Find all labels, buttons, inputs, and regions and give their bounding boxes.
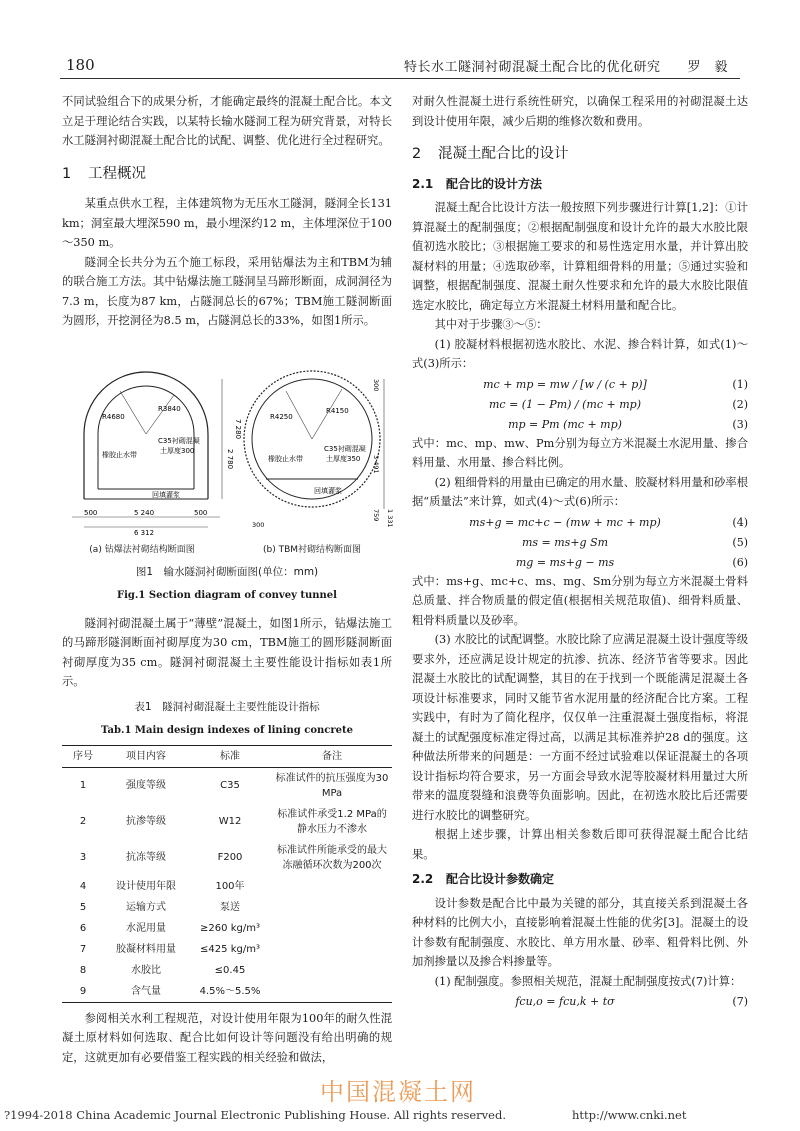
paragraph: (1) 配制强度。参照相关规范，混凝土配制强度按式(7)计算： <box>434 974 742 988</box>
fig-label: 土厚度350 <box>326 454 361 463</box>
fig-label: C35衬砌混凝 <box>158 436 200 445</box>
equation-3 <box>412 414 748 434</box>
fig-label: 300 <box>252 520 265 529</box>
equation-expr: mp = Pm (mc + mp) <box>508 417 622 431</box>
equation-number: (5) <box>732 535 748 549</box>
table-cell: 2 <box>79 816 87 827</box>
table-cell <box>272 876 392 897</box>
table-cell: F200 <box>217 852 243 863</box>
table-cell <box>272 960 392 981</box>
table-header: 标准 <box>188 745 272 767</box>
equation-number: (1) <box>732 377 748 391</box>
paragraph: 某重点供水工程，主体建筑物为无压水工隧洞，隧洞全长131 km；洞室最大埋深590 m，最小埋深约12 m，主体埋深位于100～350 m。 <box>62 197 392 249</box>
table-cell: 3 <box>79 852 87 863</box>
design-index-table <box>62 745 392 1003</box>
table-row <box>62 960 392 981</box>
running-title: 特长水工隧洞衬砌混凝土配合比的优化研究 罗 毅 <box>403 60 728 75</box>
paragraph: 混凝土配合比设计方法一般按照下列步骤进行计算[1,2]：①计算混凝土的配制强度；②根据配制强度和设计允许的最大水胶比限值初选水胶比；③根据施工要求的和易性选定用水量，并计算出胶凝材料的用量；④选取砂率，计算粗细骨料的用量；⑤通过实验和调整，根据配制强度、混凝土耐久性要求和允许的最大水胶比限值选定水胶比，确定每立方米混凝土材料用量和配合比。 <box>412 201 748 312</box>
left-column <box>62 92 392 1067</box>
fig-label: 7 280 <box>234 418 242 439</box>
section-title: 工程概况 <box>88 165 146 182</box>
paragraph: (2) 粗细骨料的用量由已确定的用水量、胶凝材料用量和砂率根据“质量法”来计算，如式(4)～式(6)所示： <box>412 475 748 508</box>
fig-label: 回填灌浆 <box>152 490 180 499</box>
table-cell <box>272 897 392 918</box>
subsection-title: 配合比设计参数确定 <box>446 872 555 886</box>
paragraph: 式中：mc、mp、mw、Pm分别为每立方米混凝土水泥用量、掺合料用量、水用量、掺合料比例。 <box>412 436 748 469</box>
equation-number: (4) <box>732 515 748 529</box>
section-title: 混凝土配合比的设计 <box>438 146 569 162</box>
table-cell: 6 <box>79 922 87 934</box>
table-cell: 胶凝材料用量 <box>116 943 176 955</box>
table-cell <box>272 981 392 1003</box>
table-cell: 抗渗等级 <box>126 816 166 827</box>
fig-label: 300 <box>372 378 380 391</box>
copyright-text: ?1994-2018 China Academic Journal Electronic Publishing House. All rights reserved. <box>4 1108 506 1122</box>
table-cell: 9 <box>62 981 104 1003</box>
table-cell: 标准试件承受1.2 MPa的静水压力不渗水 <box>277 808 387 835</box>
paragraph: (3) 水胶比的试配调整。水胶比除了应满足混凝土设计强度等级要求外，还应满足设计规定的抗渗、抗冻、经济节省等要求。因此混凝土水胶比的试配调整，其目的在于找到一个既能满足混凝土各项设计标准要求，同时又能节省水泥用量的经济配合比方案。工程实践中，有时为了简化程序，仅仅单一注重混凝土强度指标，将混凝土的试配强度标准定得过高，以满足其标准养护28 d的强度。这种做法所带来的问题是：一方面不经过试验难以保证混凝土的各项设计指标均符合要求，另一方面会导致水泥等胶凝材料用量过大所带来的温度裂缝和浪费等负面影响。因此，在初选水胶比后还需要进行水胶比的调整研究。 <box>412 633 748 822</box>
paragraph: 对耐久性混凝土进行系统性研究，以确保工程采用的衬砌混凝土达到设计使用年限，减少后期的维修次数和费用。 <box>412 95 748 128</box>
fig-label: 759 <box>372 508 380 521</box>
table-row <box>62 840 392 876</box>
subfigure-b-caption: (b) TBM衬砌结构断面图 <box>262 544 362 555</box>
fig-label: R4680 <box>102 412 125 421</box>
watermark: 中国混凝土网 <box>320 1078 476 1106</box>
section-heading-1 <box>62 165 392 185</box>
equation-2 <box>412 394 748 414</box>
table-cell: 1 <box>79 780 87 791</box>
subsection-number: 2.2 <box>412 872 434 886</box>
table-cell: 抗冻等级 <box>126 852 166 863</box>
section-number: 2 <box>412 146 422 162</box>
equation-expr: mg = ms+g − ms <box>515 555 615 569</box>
table-cell <box>272 939 392 960</box>
equation-6 <box>412 552 748 572</box>
table-cell: 8 <box>79 964 87 976</box>
table-cell: 5 <box>79 901 87 913</box>
equation-1 <box>412 374 748 394</box>
table-cell: 7 <box>79 943 87 955</box>
table-cell: 4.5%～5.5% <box>188 981 272 1003</box>
table-cell: ≥260 kg/m³ <box>200 922 260 934</box>
equation-number: (3) <box>732 417 748 431</box>
right-column <box>412 92 748 1011</box>
header-rule <box>60 78 740 79</box>
fig-label: 橡胶止水带 <box>268 454 303 463</box>
fig-label: 橡胶止水带 <box>102 450 137 459</box>
table-header: 项目内容 <box>104 745 188 767</box>
table-row <box>62 767 392 804</box>
paragraph: 其中对于步骤③～⑤： <box>434 318 548 331</box>
horseshoe-section <box>72 372 222 527</box>
equation-5 <box>412 532 748 552</box>
tunnel-section-diagram <box>62 339 392 539</box>
subsection-title: 配合比的设计方法 <box>446 176 543 191</box>
paragraph: 设计参数是配合比中最为关键的部分，其直接关系到混凝土各种材料的比例大小，直接影响着混凝土性能的优劣[3]。混凝土的设计参数有配制强度、水胶比、单方用水量、砂率、粗骨料比例、外加剂掺量以及掺合料掺量等。 <box>412 896 748 968</box>
subfigure-a-caption: (a) 钻爆法衬砌结构断面图 <box>89 544 195 555</box>
fig-label: R4250 <box>270 412 293 421</box>
fig-label: 土厚度300 <box>160 446 195 455</box>
paragraph: 参阅相关水利工程规范，对设计使用年限为100年的耐久性混凝土原材料如何选取、配合比如何设计等问题没有给出明确的规定，这就更加有必要借鉴工程实践的相关经验和做法， <box>62 1011 392 1064</box>
table-header: 备注 <box>272 745 392 767</box>
table-row <box>62 939 392 960</box>
paragraph: 式中：ms+g、mc+c、ms、mg、Sm分别为每立方米混凝土骨料总质量、拌合物质量的假定值(根据相关规范取值)、细骨料质量、粗骨料质量以及砂率。 <box>412 574 748 627</box>
fig-label: 500 <box>194 508 208 517</box>
paragraph: 隧洞衬砌混凝土属于“薄壁”混凝土，如图1所示，钻爆法施工的马蹄形隧洞断面衬砌厚度为30 cm，TBM施工的圆形隧洞断面衬砌厚度为35 cm。隧洞衬砌混凝土主要性能设计指标如表1所示。 <box>62 616 392 688</box>
subsection-number: 2.1 <box>412 176 434 191</box>
figure-caption-cn: 图1 输水隧洞衬砌断面图(单位：mm) <box>135 565 319 578</box>
table-cell: ≤0.45 <box>214 964 246 976</box>
paragraph: 不同试验组合下的成果分析，才能确定最终的混凝土配合比。本文立足于理论结合实践，以某特长输水隧洞工程为研究背景，对特长水工隧洞衬砌混凝土配合比的试配、调整、优化进行全过程研究。 <box>62 95 392 147</box>
table-cell: ≤425 kg/m³ <box>200 943 260 955</box>
table-cell: 水胶比 <box>131 964 161 976</box>
table-cell: 标准试件所能承受的最大冻融循环次数为200次 <box>277 844 387 871</box>
equation-4 <box>412 512 748 532</box>
table-cell: 水泥用量 <box>126 922 166 934</box>
equation-expr: fcu,o = fcu,k + tσ <box>515 995 615 1008</box>
equation-number: (2) <box>732 397 748 411</box>
paragraph: 根据上述步骤，计算出相关参数后即可获得混凝土配合比结果。 <box>412 828 748 861</box>
fig-label: 1 331 <box>386 508 394 528</box>
table-cell: 运输方式 <box>126 901 166 913</box>
paragraph: (1) 胶凝材料根据初选水胶比、水泥、掺合料计算，如式(1)～式(3)所示： <box>412 337 748 370</box>
fig-label: C35衬砌混凝 <box>324 444 366 453</box>
table-row <box>62 804 392 840</box>
fig-label: 500 <box>84 508 98 517</box>
table-header: 序号 <box>62 745 104 767</box>
table-caption-en: Tab.1 Main design indexes of lining concrete <box>101 725 353 736</box>
table-caption-cn: 表1 隧洞衬砌混凝土主要性能设计指标 <box>134 700 320 713</box>
fig-label: 6 312 <box>134 528 155 537</box>
section-number: 1 <box>62 165 72 182</box>
table-row <box>62 981 392 1003</box>
equation-expr: ms = ms+g Sm <box>521 535 609 549</box>
equation-7 <box>412 991 748 1011</box>
fig-label: 3 491 <box>372 454 380 474</box>
equation-expr: mc = (1 − Pm) / (mc + mp) <box>489 397 641 411</box>
table-cell: 设计使用年限 <box>116 880 176 892</box>
table-cell: 泵送 <box>220 901 240 913</box>
table-cell: C35 <box>220 780 240 791</box>
fig-label: 2 780 <box>226 448 234 469</box>
equation-expr: ms+g = mc+c − (mw + mc + mp) <box>469 515 661 529</box>
section-heading-2 <box>412 145 748 165</box>
table-row <box>62 897 392 918</box>
footer-link[interactable]: http://www.cnki.net <box>572 1108 687 1122</box>
equation-expr: mc + mp = mw / [w / (c + p)] <box>483 377 647 391</box>
figure-caption-en: Fig.1 Section diagram of convey tunnel <box>117 590 337 601</box>
table-cell: 标准试件的抗压强度为30 MPa <box>275 772 389 799</box>
fig-label: 5 240 <box>134 508 155 517</box>
paragraph: 隧洞全长共分为五个施工标段，采用钻爆法为主和TBM为辅的联合施工方法。其中钻爆法施工隧洞呈马蹄形断面，成洞洞径为7.3 m，长度为87 km，占隧洞总长的67%；TBM施工隧洞断面为圆形，开挖洞径为8.5 m，占隧洞总长的33%，如图1所示。 <box>62 255 392 327</box>
equation-number: (6) <box>732 555 748 569</box>
table-row <box>62 918 392 939</box>
table-cell: 4 <box>79 880 87 892</box>
subsection-heading-2-1 <box>412 175 748 195</box>
table-cell <box>272 918 392 939</box>
fig-label: R4150 <box>326 406 349 415</box>
table-row <box>62 876 392 897</box>
table-cell: W12 <box>218 816 242 827</box>
table-cell: 强度等级 <box>126 780 166 791</box>
table-cell: 100年 <box>215 880 245 892</box>
table-cell: 含气量 <box>104 981 188 1003</box>
fig-label: 回填灌浆 <box>314 486 342 495</box>
equation-number: (7) <box>732 995 748 1008</box>
page-number: 180 <box>66 56 95 74</box>
fig-label: R3840 <box>158 404 181 413</box>
subsection-heading-2-2 <box>412 870 748 890</box>
figure-1 <box>62 339 392 561</box>
